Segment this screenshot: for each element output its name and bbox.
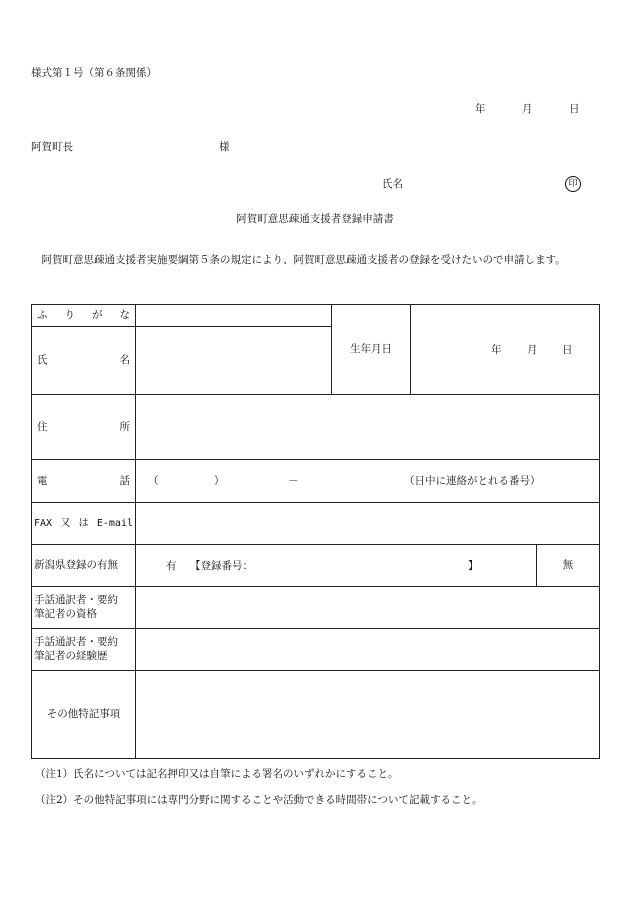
- row-furigana: [32, 305, 600, 327]
- other-notes-field[interactable]: [136, 671, 600, 759]
- birth-month: 月: [527, 343, 538, 356]
- furigana-field[interactable]: [136, 305, 332, 327]
- niigata-no[interactable]: 無: [537, 545, 600, 587]
- qualification-field[interactable]: [136, 587, 600, 629]
- phone-paren-close: ）: [214, 475, 225, 487]
- fax-email-label: FAX 又 は E-mail: [32, 503, 136, 545]
- qualification-label: 手話通訳者・要約 筆記者の資格: [32, 587, 136, 629]
- niigata-regno-label: 【登録番号：: [190, 559, 253, 572]
- address-field[interactable]: [136, 395, 600, 460]
- birth-year: 年: [491, 343, 502, 356]
- fax-email-field[interactable]: [136, 503, 600, 545]
- experience-field[interactable]: [136, 629, 600, 671]
- addressee: 阿賀町長: [31, 141, 73, 153]
- birth-day: 日: [562, 343, 573, 356]
- name-field[interactable]: [136, 327, 332, 395]
- header-date-year: 年: [475, 103, 486, 115]
- row-experience: [32, 629, 600, 671]
- application-statement: 阿賀町意思疎通支援者実施要綱第５条の規定により、阿賀町意思疎通支援者の登録を受けたいので申請します。: [41, 254, 566, 266]
- seal-mark: 印: [565, 176, 581, 192]
- phone-paren-open: （: [148, 475, 159, 487]
- niigata-registration-label: 新潟県登録の有無: [32, 545, 136, 587]
- birthdate-field[interactable]: [411, 305, 600, 395]
- birthdate-label: 生年月日: [332, 305, 411, 395]
- niigata-yes: 有: [166, 559, 177, 572]
- name-label: 氏 名: [32, 327, 136, 395]
- header-date-month: 月: [522, 103, 533, 115]
- row-niigata-registration: [32, 545, 600, 587]
- row-fax-email: [32, 503, 600, 545]
- row-other-notes: [32, 671, 600, 759]
- form-number: 様式第１号（第６条関係）: [31, 67, 157, 79]
- phone-dash: －: [288, 475, 299, 487]
- furigana-label: ふ り が な: [32, 305, 136, 327]
- header-date-day: 日: [569, 103, 580, 115]
- document-title: 阿賀町意思疎通支援者登録申請書: [236, 213, 394, 225]
- honorific: 様: [219, 141, 230, 153]
- niigata-registration-field[interactable]: [136, 545, 537, 587]
- other-notes-label: その他特記事項: [32, 671, 136, 759]
- phone-field[interactable]: [136, 460, 600, 503]
- address-label: 住 所: [32, 395, 136, 460]
- note-2: （注2）その他特記事項には専門分野に関することや活動できる時間帯について記載すること。: [35, 794, 483, 806]
- experience-label: 手話通訳者・要約 筆記者の経験歴: [32, 629, 136, 671]
- applicant-name-label: 氏名: [382, 178, 403, 190]
- phone-note: （日中に連絡がとれる番号）: [404, 475, 541, 487]
- row-qualification: [32, 587, 600, 629]
- row-address: [32, 395, 600, 460]
- phone-label: 電 話: [32, 460, 136, 503]
- application-form-table: [31, 304, 600, 759]
- row-phone: [32, 460, 600, 503]
- note-1: （注1）氏名については記名押印又は自筆による署名のいずれかにすること。: [35, 768, 399, 780]
- niigata-regno-close: 】: [468, 559, 479, 572]
